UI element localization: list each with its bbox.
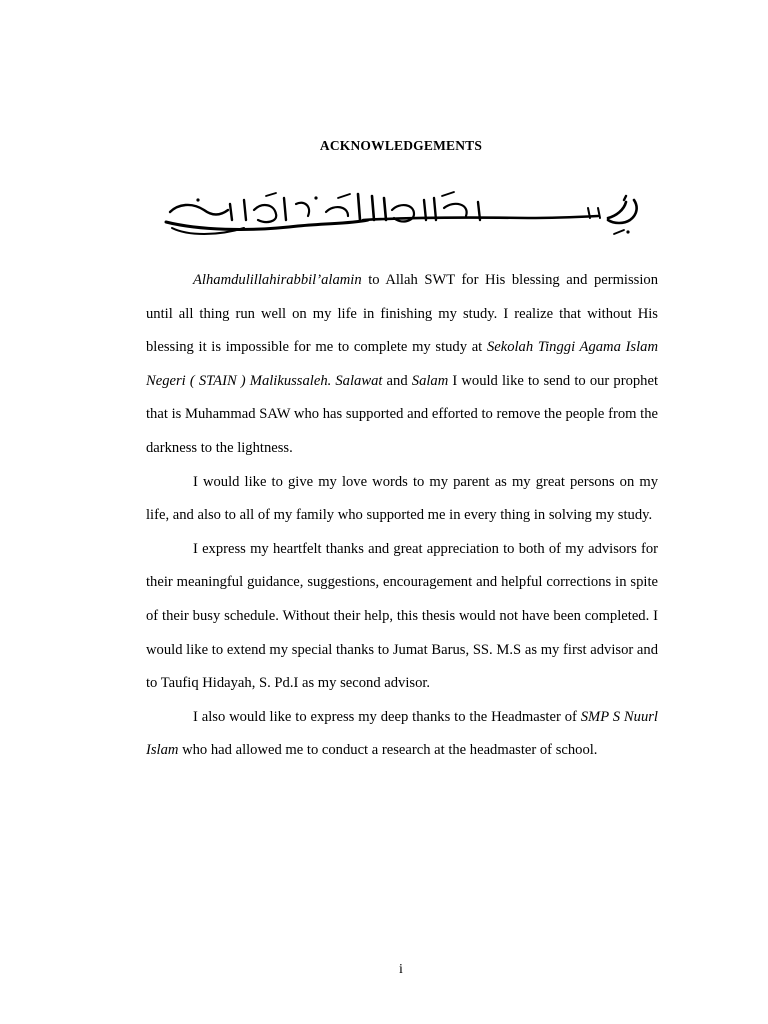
paragraph-2-segment-1: I would like to give my love words to my parent as my great persons on my life, and also to all of my family who supported me in every thing in solving my study.	[146, 473, 658, 524]
paragraph-1-segment-1: Alhamdulillahirabbil’alamin	[193, 272, 362, 288]
paragraph-3-segment-1: I express my heartfelt thanks and great appreciation to both of my advisors for their meaningful guidance, suggestions, encouragement and helpful corrections in spite of their busy schedule. Without their help, this thesis would not have been completed. I would like to extend my special thanks to Jumat Barus, SS. M.S as my first advisor and to Taufiq Hidayah, S. Pd.I as my second advisor.	[146, 540, 658, 692]
basmala-calligraphy	[158, 190, 646, 240]
paragraph-1-segment-2: to Allah SWT for His blessing and permission until all thing run well on my life in finishing my study. I realize that without His blessing it is impossible for me to complete my study at	[146, 272, 658, 356]
paragraph-3	[146, 533, 658, 701]
paragraph-2	[146, 466, 658, 533]
paragraph-1-segment-3: Sekolah Tinggi Agama Islam Negeri ( STAIN ) Malikussaleh. Salawat	[146, 339, 659, 389]
paragraph-4-segment-3: who had allowed me to conduct a research at the headmaster of school.	[178, 742, 598, 759]
page-title: ACKNOWLEDGEMENTS	[319, 138, 483, 153]
paragraph-4	[146, 701, 658, 768]
paragraph-1-segment-4: and	[382, 372, 412, 389]
paragraph-1-segment-6: I would like to send to our prophet that is Muhammad SAW who has supported and efforted to remove the people from the darkness to the lightness.	[146, 372, 658, 456]
page-number: i	[399, 962, 403, 977]
acknowledgements-body	[146, 264, 658, 768]
paragraph-1	[146, 264, 658, 466]
paragraph-4-segment-2: SMP S Nuurl Islam	[146, 708, 658, 759]
paragraph-1-segment-5: Salam	[411, 372, 449, 389]
paragraph-4-segment-1: I also would like to express my deep thanks to the Headmaster of	[193, 708, 581, 725]
